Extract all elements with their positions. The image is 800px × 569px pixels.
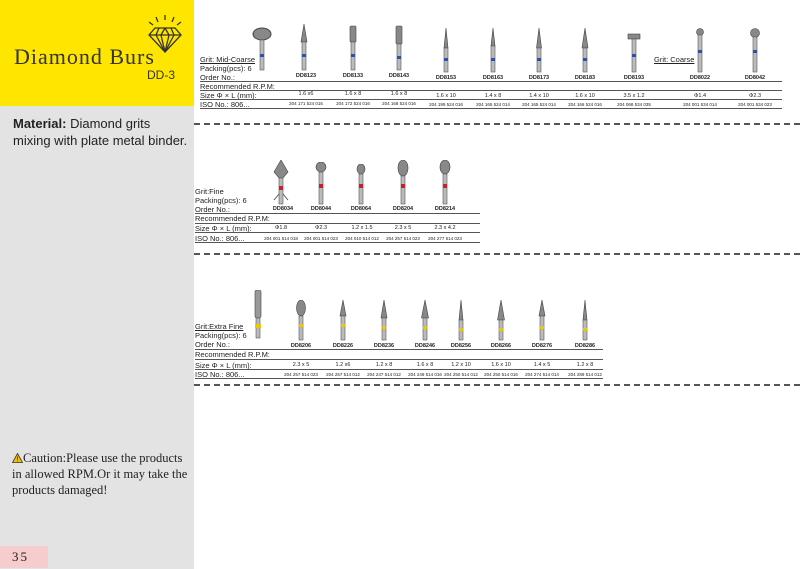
size-value: 1.4 x 5	[533, 362, 551, 368]
order-code: DD8123	[295, 73, 317, 79]
iso-value: 204 257 514 023	[284, 372, 318, 377]
iso-value: 204 172 524 016	[336, 101, 370, 106]
divider	[195, 369, 603, 370]
divider	[195, 359, 603, 360]
packing-label: Packing(pcs): 6	[195, 331, 247, 340]
bur-dd8173	[534, 28, 544, 74]
size-value: Φ2.3	[748, 93, 762, 99]
order-code: DD8022	[689, 75, 711, 81]
divider	[195, 232, 480, 233]
bur-dd8042	[749, 28, 761, 74]
caution-note	[12, 450, 192, 498]
iso-value: 204 165 524 014	[476, 102, 510, 107]
bur-dd8206-sample	[252, 290, 264, 340]
bur-dd8133	[299, 24, 309, 72]
bur-dd8256	[456, 300, 466, 342]
iso-value: 204 166 524 016	[568, 102, 602, 107]
size-value: 2.3 x 5	[292, 362, 310, 368]
size-value: Φ1.8	[274, 225, 288, 231]
iso-value: 204 199 524 016	[429, 102, 463, 107]
bur-dd8064	[356, 164, 366, 206]
iso-value: 204 010 514 012	[345, 236, 379, 241]
rpm-label: Recommended R.P.M:	[195, 214, 270, 223]
bur-dd8193	[627, 32, 641, 74]
page-title: Diamond Burs	[14, 44, 155, 69]
svg-text:!: !	[16, 456, 19, 463]
bur-dd8183	[580, 28, 590, 74]
size-value: 1.2 x 10	[451, 362, 471, 368]
section-separator	[194, 384, 800, 386]
caution-text: :Please use the products in allowed RPM.Or it may take the products damaged!	[12, 451, 188, 497]
size-label: Size Φ × L (mm):	[195, 361, 252, 370]
packing-label: Packing(pcs): 6	[195, 196, 247, 205]
grit-label: Grit:Extra Fine	[195, 322, 244, 331]
iso-label: ISO No.: 806...	[195, 370, 245, 379]
warning-icon	[12, 453, 23, 463]
size-value: 1.2 x 1.5	[351, 225, 373, 231]
bur-dd8133-shape	[348, 24, 358, 72]
order-code: DD8214	[434, 206, 456, 212]
order-code: DD8143	[388, 73, 410, 79]
divider	[195, 242, 480, 243]
material-note	[13, 115, 188, 149]
bur-dd8034	[270, 160, 292, 206]
order-label: Order No.:	[200, 73, 236, 82]
size-value: 1.6 x 10	[436, 93, 456, 99]
bur-dd8266	[495, 300, 507, 342]
order-code: DD8183	[574, 75, 596, 81]
order-code: DD8133	[342, 73, 364, 79]
order-code: DD8246	[414, 343, 436, 349]
bur-dd8022	[694, 28, 706, 74]
catalog-code: DD-3	[147, 68, 176, 82]
iso-value: 204 277 514 023	[428, 236, 462, 241]
order-code: DD8236	[373, 343, 395, 349]
bur-dd8204	[397, 160, 409, 206]
bur-dd8206	[295, 300, 307, 342]
size-value: Φ2.3	[314, 225, 328, 231]
order-code: DD8266	[490, 343, 512, 349]
order-label: Order No.:	[195, 205, 231, 214]
iso-value: 204 068 534 035	[617, 102, 651, 107]
divider	[200, 99, 782, 100]
size-value: 1.6 x 8	[344, 91, 362, 97]
size-value: 1.6 x 8	[390, 91, 408, 97]
iso-value: 204 001 534 023	[738, 102, 772, 107]
iso-value: 204 168 524 016	[382, 101, 416, 106]
divider	[200, 90, 782, 91]
grit-label: Grit:Fine	[195, 187, 224, 196]
page-number: 35	[0, 546, 48, 568]
iso-value: 204 257 514 012	[326, 372, 360, 377]
order-code: DD8206	[290, 343, 312, 349]
size-value: 3.5 x 1.2	[623, 93, 645, 99]
bur-dd8044	[315, 162, 327, 206]
material-text: Diamond grits mixing with plate metal binder.	[13, 116, 188, 148]
order-code: DD8204	[392, 206, 414, 212]
size-value: 1.6 x 10	[575, 93, 595, 99]
divider	[195, 378, 603, 379]
order-code: DD8226	[332, 343, 354, 349]
section-separator	[194, 123, 800, 125]
iso-value: 204 250 514 012	[444, 372, 478, 377]
iso-label: ISO No.: 806...	[200, 100, 250, 109]
iso-value: 204 001 534 014	[683, 102, 717, 107]
bur-dd8143	[394, 24, 404, 72]
size-value: 1.2 x6	[335, 362, 351, 368]
order-code: DD8163	[482, 75, 504, 81]
size-value: Φ1.4	[693, 93, 707, 99]
order-code: DD8064	[350, 206, 372, 212]
size-label: Size Φ × L (mm):	[200, 91, 257, 100]
iso-value: 204 001 514 018	[264, 236, 298, 241]
order-code: DD8286	[574, 343, 596, 349]
order-code: DD8034	[272, 206, 294, 212]
size-value: 1.6 x 10	[491, 362, 511, 368]
divider	[200, 108, 782, 109]
iso-value: 204 247 514 012	[367, 372, 401, 377]
section-separator	[194, 253, 800, 255]
iso-value: 204 274 514 014	[525, 372, 559, 377]
iso-value: 204 249 514 016	[408, 372, 442, 377]
bur-dd8236	[378, 300, 390, 342]
size-label: Size Φ × L (mm):	[195, 224, 252, 233]
iso-value: 204 171 524 016	[289, 101, 323, 106]
iso-value: 204 289 514 012	[568, 372, 602, 377]
size-value: 1.2 x 8	[576, 362, 594, 368]
size-value: 1.4 x 10	[529, 93, 549, 99]
iso-value: 204 001 514 023	[304, 236, 338, 241]
size-value: 1.6 x 8	[416, 362, 434, 368]
grit-label-coarse: Grit: Coarse	[654, 55, 695, 64]
size-value: 1.6 x6	[298, 91, 314, 97]
iso-value: 204 250 514 016	[484, 372, 518, 377]
size-value: 2.3 x 5	[394, 225, 412, 231]
bur-dd8163	[488, 28, 498, 74]
divider	[200, 81, 782, 82]
rpm-label: Recommended R.P.M:	[200, 82, 275, 91]
order-code: DD8044	[310, 206, 332, 212]
order-code: DD8153	[435, 75, 457, 81]
size-value: 2.3 x 4.2	[434, 225, 456, 231]
bur-dd8286	[580, 300, 590, 342]
material-label: Material:	[13, 116, 67, 131]
bur-dd8226	[337, 300, 349, 342]
iso-label: ISO No.: 806...	[195, 234, 245, 243]
order-label: Order No.:	[195, 340, 231, 349]
iso-value: 204 165 524 014	[522, 102, 556, 107]
order-code: DD8042	[744, 75, 766, 81]
order-code: DD8193	[623, 75, 645, 81]
rpm-label: Recommended R.P.M:	[195, 350, 270, 359]
size-value: 1.4 x 8	[484, 93, 502, 99]
size-value: 1.2 x 8	[375, 362, 393, 368]
order-code: DD8276	[531, 343, 553, 349]
bur-dd8214	[439, 160, 451, 206]
bur-dd8153	[441, 28, 451, 74]
bur-dd8123	[250, 24, 274, 72]
grit-label: Grit: Mid-Coarse	[200, 55, 256, 64]
order-code: DD8173	[528, 75, 550, 81]
iso-value: 204 257 514 023	[386, 236, 420, 241]
bur-dd8246	[419, 300, 431, 342]
bur-dd8276	[536, 300, 548, 342]
packing-label: Packing(pcs): 6	[200, 64, 252, 73]
order-code: DD8256	[450, 343, 472, 349]
caution-label: Caution	[23, 451, 63, 465]
